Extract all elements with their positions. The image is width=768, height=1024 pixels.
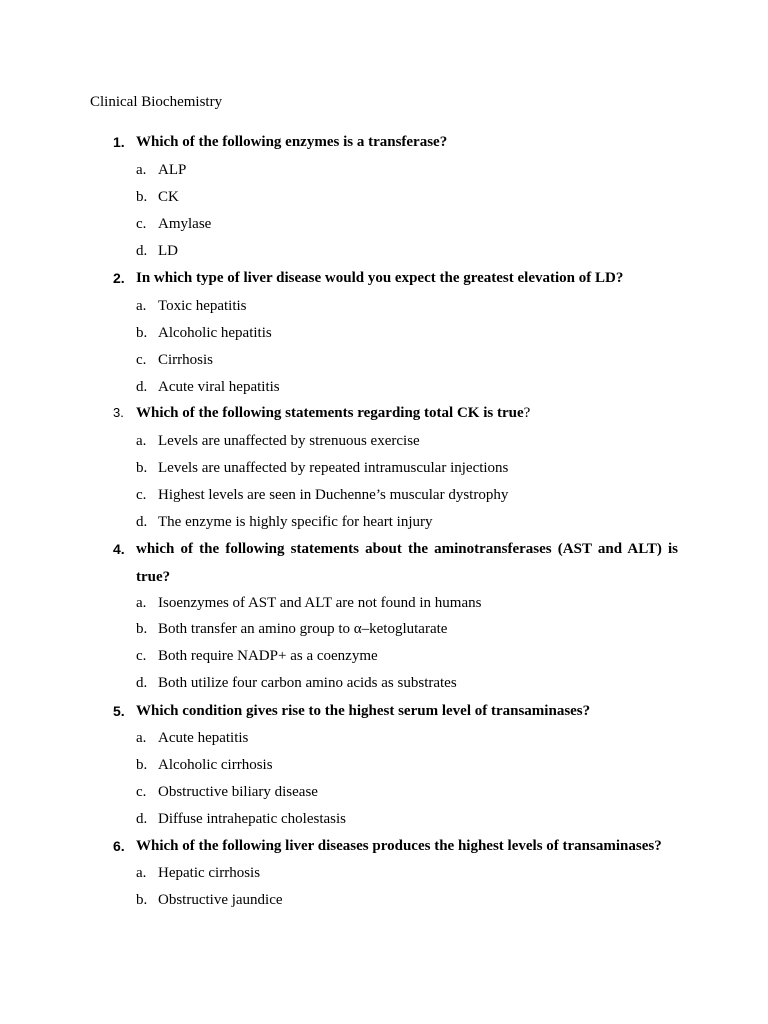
option-letter: b. (136, 189, 148, 205)
question-text (136, 697, 678, 725)
document-title: Clinical Biochemistry (90, 94, 223, 110)
option-text: Toxic hepatitis (158, 298, 247, 314)
option-letter: a. (136, 162, 147, 178)
option-letter: b. (136, 460, 148, 476)
question-text (136, 399, 678, 427)
option-text: Amylase (158, 216, 212, 232)
option-letter: a. (136, 730, 147, 746)
option-letter: c. (136, 487, 147, 503)
option-text: Both require NADP+ as a coenzyme (158, 648, 378, 664)
option-letter: a. (136, 865, 147, 881)
question-text-body: In which type of liver disease would you expect the greatest elevation of LD? (136, 270, 624, 286)
option-text: Acute viral hepatitis (158, 379, 280, 395)
option-text: CK (158, 189, 179, 205)
option-text: Obstructive biliary disease (158, 784, 318, 800)
option-text: Cirrhosis (158, 352, 214, 368)
option-letter: a. (136, 595, 147, 611)
option-text: Diffuse intrahepatic cholestasis (158, 811, 346, 827)
option-text: The enzyme is highly specific for heart injury (158, 514, 433, 530)
question-number: 5. (113, 703, 125, 719)
question-text (136, 264, 678, 292)
option-text: LD (158, 243, 178, 259)
option-letter: b. (136, 325, 148, 341)
question-number: 3. (113, 405, 124, 420)
option-letter: c. (136, 216, 147, 232)
option-letter: b. (136, 757, 148, 773)
option-text: Highest levels are seen in Duchenne’s muscular dystrophy (158, 487, 509, 503)
question-text (136, 128, 678, 156)
option-text: Obstructive jaundice (158, 892, 283, 908)
option-text: Both transfer an amino group to α–ketoglutarate (158, 621, 448, 637)
option-text: Both utilize four carbon amino acids as substrates (158, 675, 457, 691)
option-text: Alcoholic cirrhosis (158, 757, 273, 773)
option-letter: d. (136, 379, 148, 395)
question-text-body: Which of the following enzymes is a transferase? (136, 134, 448, 150)
question-text-body: Which of the following statements regarding total CK is true (136, 405, 524, 421)
option-text: Acute hepatitis (158, 730, 249, 746)
option-text: ALP (158, 162, 187, 178)
option-letter: d. (136, 675, 148, 691)
option-letter: d. (136, 514, 148, 530)
option-text: Hepatic cirrhosis (158, 865, 261, 881)
option-letter: d. (136, 811, 148, 827)
option-text: Levels are unaffected by repeated intramuscular injections (158, 460, 509, 476)
question-text-body: which of the following statements about the aminotransferases (AST and ALT) is true? (136, 541, 678, 585)
question-number: 6. (113, 838, 125, 854)
question-text-body: Which condition gives rise to the highest serum level of transaminases? (136, 703, 591, 719)
option-text: Levels are unaffected by strenuous exercise (158, 433, 420, 449)
option-letter: d. (136, 243, 148, 259)
option-letter: b. (136, 892, 148, 908)
question-text (136, 832, 678, 860)
question-number: 1. (113, 134, 125, 150)
option-letter: b. (136, 621, 148, 637)
option-letter: a. (136, 433, 147, 449)
option-text: Isoenzymes of AST and ALT are not found in humans (158, 595, 482, 611)
option-text: Alcoholic hepatitis (158, 325, 272, 341)
question-number: 2. (113, 270, 125, 286)
option-letter: a. (136, 298, 147, 314)
question-text-body: Which of the following liver diseases produces the highest levels of transaminases? (136, 838, 662, 854)
option-letter: c. (136, 784, 147, 800)
question-text (136, 535, 678, 591)
option-letter: c. (136, 648, 147, 664)
question-trail: ? (523, 405, 531, 421)
option-letter: c. (136, 352, 147, 368)
question-number: 4. (113, 541, 125, 557)
